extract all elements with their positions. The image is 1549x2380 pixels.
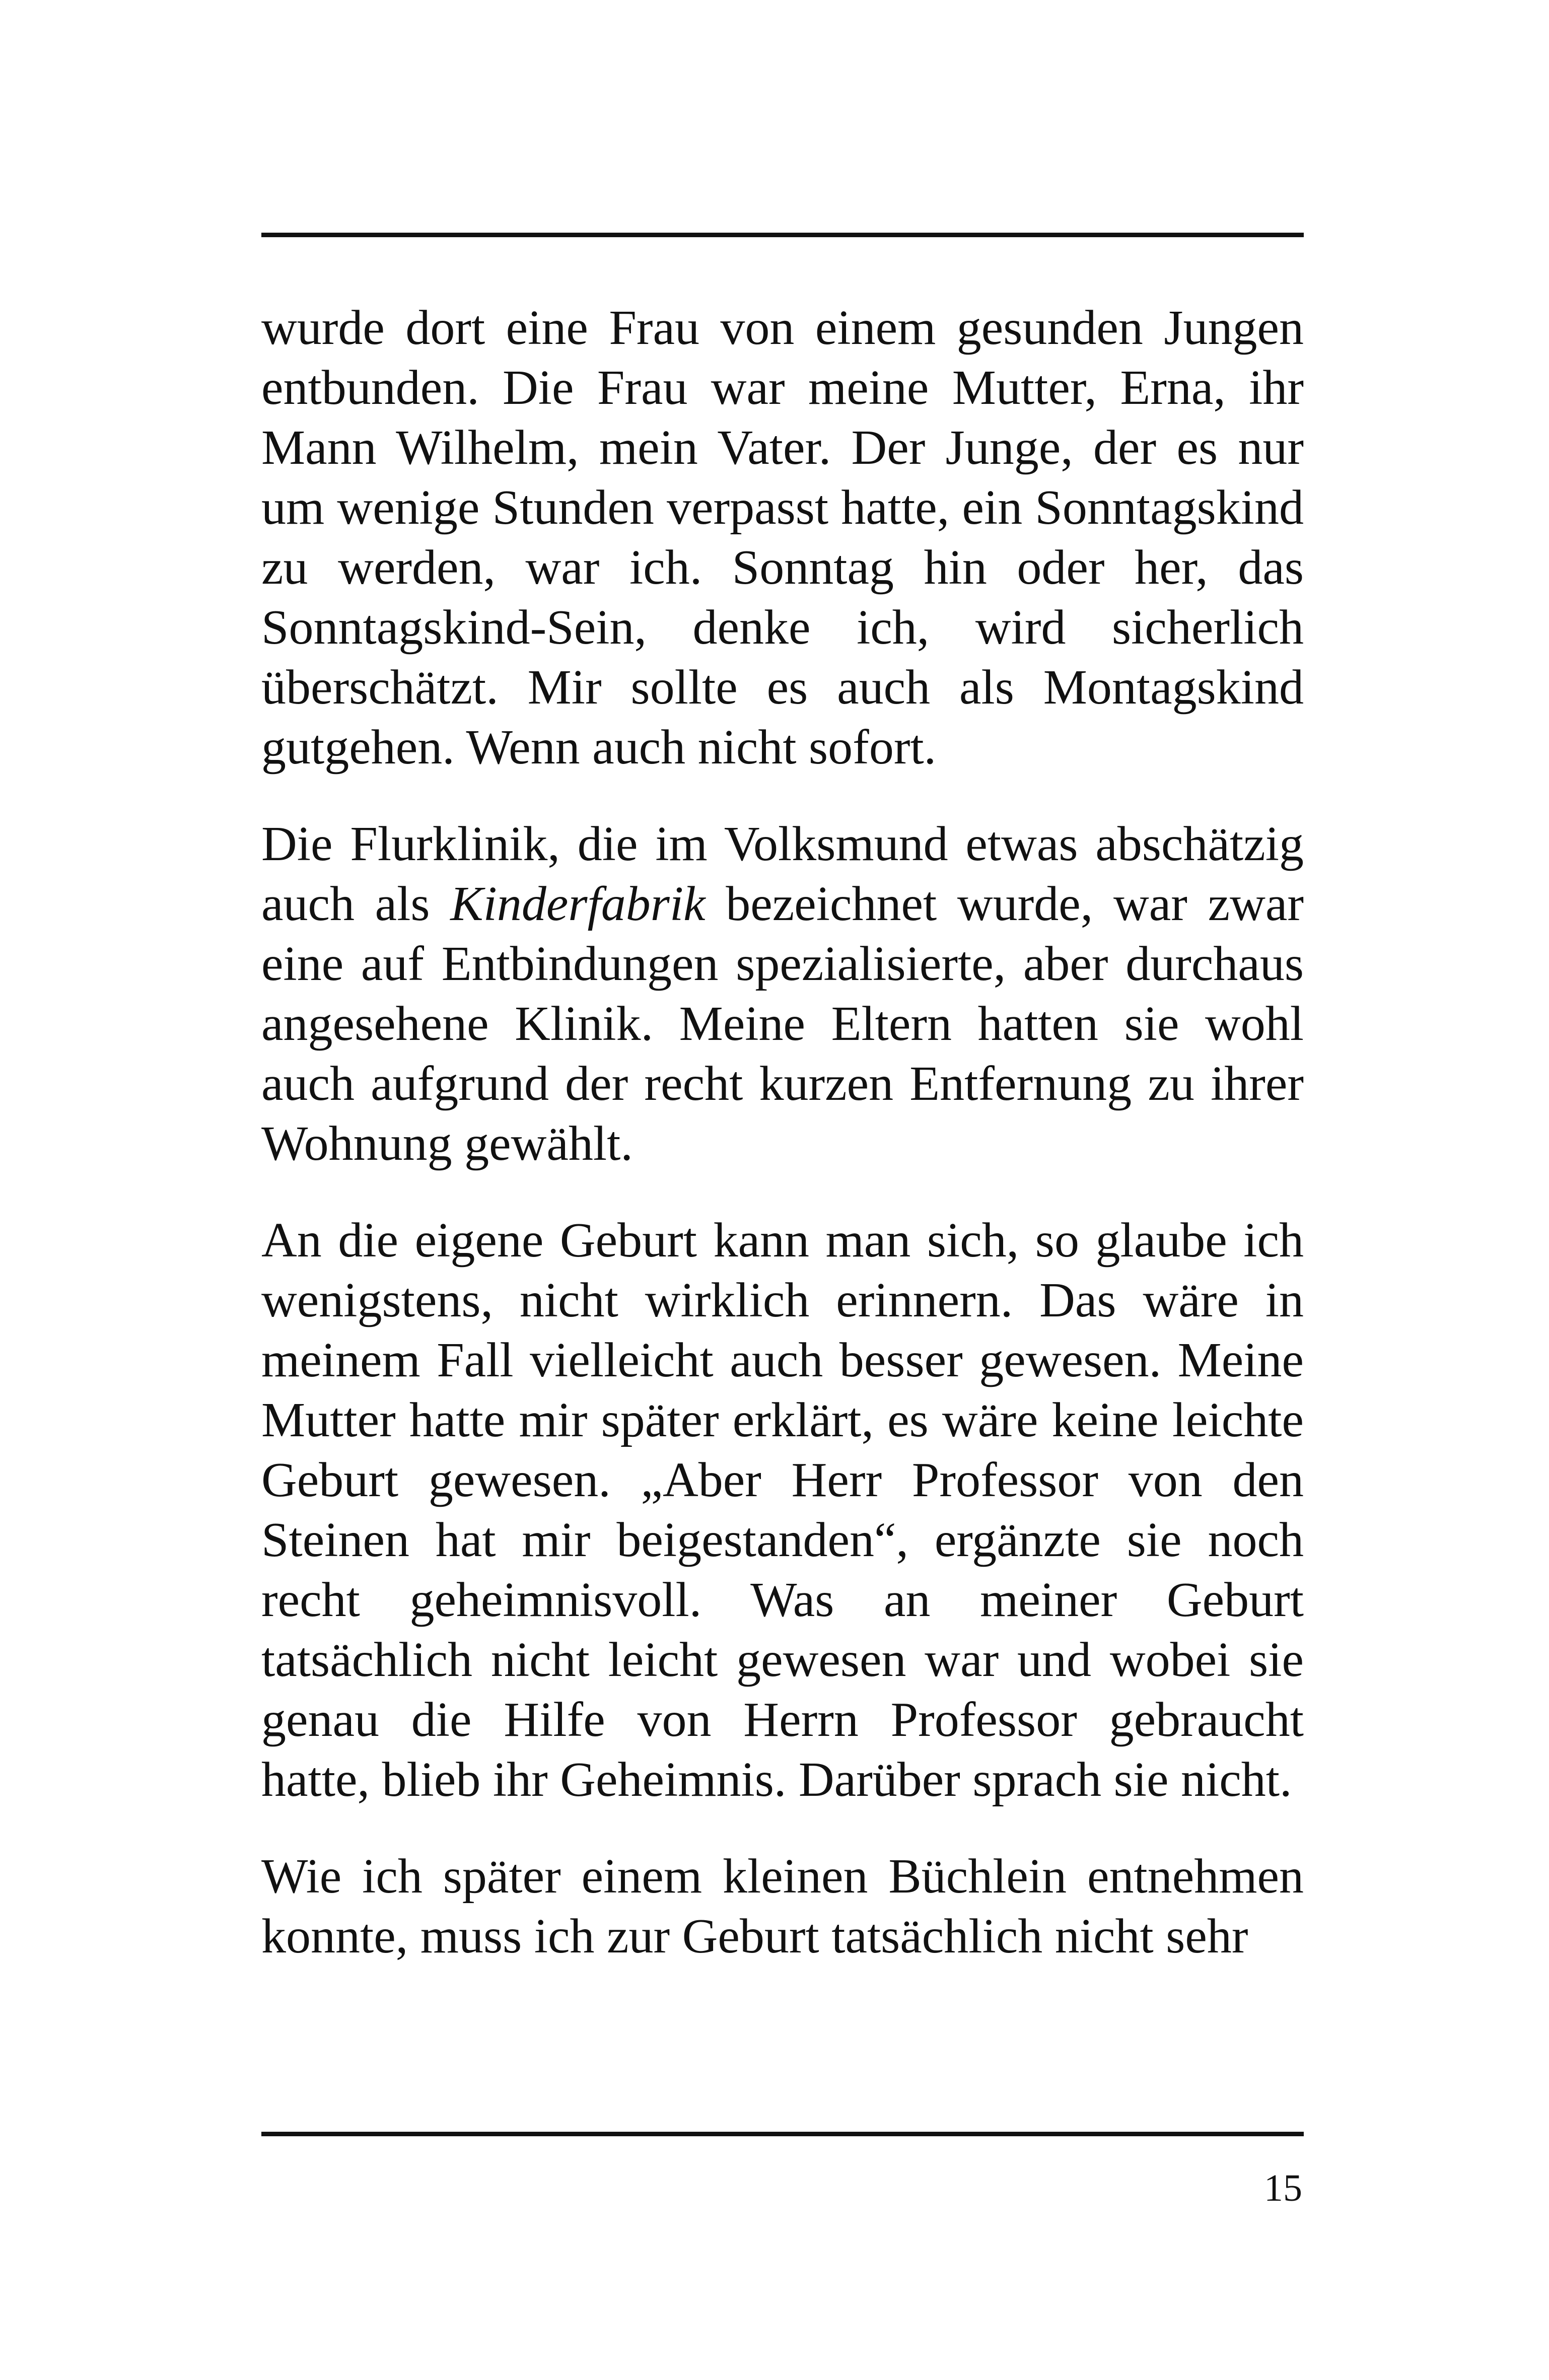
paragraph-4: Wie ich später einem kleinen Büchlein entnehmen konnte, muss ich zur Geburt tatsächlich nicht sehr [261, 1849, 1304, 1964]
paragraph-2-italic-term: Kinderfabrik [450, 877, 706, 931]
paragraph-2 [261, 814, 1304, 1174]
paragraph-3: An die eigene Geburt kann man sich, so glaube ich wenigstens, nicht wirklich erinnern. Das wäre in meinem Fall vielleicht auch besser gewesen. Meine Mutter hatte mir später erklärt, es wäre keine leichte Geburt gewesen. „Aber Herr Professor von den Steinen hat mir beigestanden“, ergänzte sie noch recht geheimnisvoll. Was an meiner Geburt tatsächlich nicht leicht gewesen war und wobei sie genau die Hilfe von Herrn Professor gebraucht hatte, blieb ihr Geheimnis. Darüber sprach sie nicht. [261, 1213, 1304, 1807]
paragraph-2-text-after: bezeichnet wurde, war zwar eine auf Entbindungen spezialisierte, aber durchaus angesehene Klinik. Meine Eltern hatten sie wohl auch aufgrund der recht kurzen Entfernung zu ihrer Wohnung gewählt. [261, 877, 1304, 1171]
body-text [261, 298, 1304, 1967]
header-rule [261, 233, 1304, 237]
paragraph-2-text-before: Die Flurklinik, die im Volksmund etwas abschätzig auch als [261, 817, 1304, 931]
footer-rule [261, 2132, 1304, 2136]
page-number: 15 [1264, 2167, 1302, 2209]
paragraph-1: wurde dort eine Frau von einem gesunden Jungen entbunden. Die Frau war meine Mutter, Erna, ihr Mann Wilhelm, mein Vater. Der Junge, der es nur um wenige Stunden verpasst hatte, ein Sonntagskind zu werden, war ich. Sonntag hin oder her, das Sonntagskind-Sein, denke ich, wird sicherlich überschätzt. Mir sollte es auch als Montagskind gutgehen. Wenn auch nicht sofort. [261, 301, 1304, 775]
